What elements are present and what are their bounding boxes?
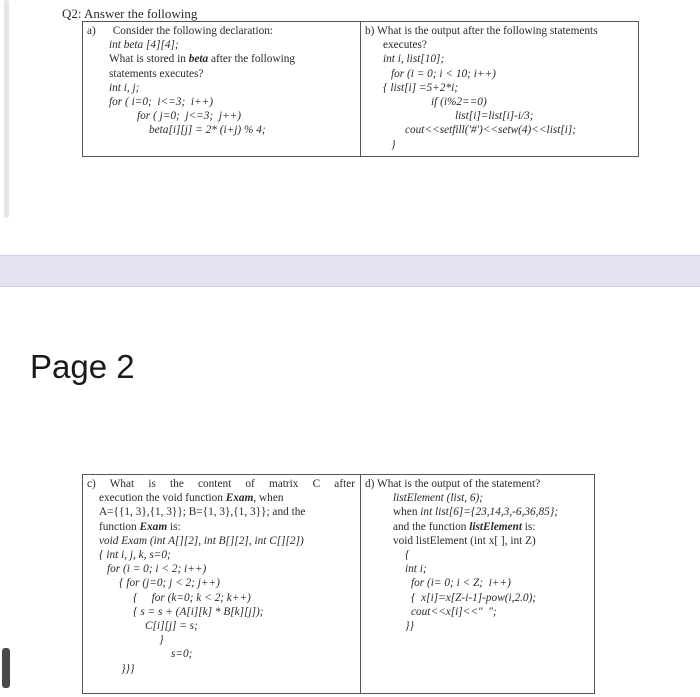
part-b-code-line: if (i%2==0) (431, 96, 487, 109)
part-b-label: b) (365, 25, 375, 37)
scroll-handle[interactable] (2, 648, 10, 688)
part-a-label: a) (87, 25, 96, 37)
part-c-heading-3: A={{1, 3},{1, 3}}; B={1, 3},{1, 3}}; and the (99, 506, 306, 519)
part-c-code-line: s=0; (171, 648, 193, 661)
part-a-code-line: for ( i=0; i<=3; i++) (109, 96, 214, 109)
part-a-code-line: int i, j; (109, 81, 140, 94)
part-c-code-line: } (159, 634, 164, 647)
part-c-heading: c) What is the content of matrix C after (87, 478, 355, 490)
part-b-code-line: { list[i] =5+2*i; (383, 81, 459, 94)
part-d-function-line: and the function listElement is: (393, 520, 536, 533)
questions-table-bottom (82, 474, 595, 694)
part-a-heading: Consider the following declaration: (112, 25, 274, 37)
part-c-cell (83, 475, 361, 694)
part-a-decl: int beta [4][4]; (109, 39, 179, 52)
part-c-code-line: }}} (121, 662, 135, 675)
part-a-question-2: statements executes? (109, 67, 204, 80)
part-d-heading: What is the output of the statement? (377, 478, 541, 490)
part-c-code-line: void Exam (int A[][2], int B[][2], int C[][2]) (99, 534, 304, 547)
part-d-code-line: cout<<x[i]<<" "; (411, 605, 497, 618)
part-d-when-line: when int list[6]={23,14,3,-6,36,85}; (393, 506, 559, 519)
part-b-cell (361, 22, 639, 157)
part-d-code-line: { (405, 549, 410, 562)
part-c-code-line: { for (k=0; k < 2; k++) (133, 591, 251, 604)
part-b-code-line: cout<<setfill('#')<<setw(4)<<list[i]; (405, 124, 577, 137)
part-c-code-line: { int i, j, k, s=0; (99, 549, 171, 562)
part-a-code-line: for ( j=0; j<=3; j++) (137, 110, 242, 123)
part-c-code-line: { for (j=0; j < 2; j++) (119, 577, 220, 590)
questions-table-top (82, 21, 639, 157)
part-d-code-line: int i; (405, 563, 427, 576)
page-label: Page 2 (30, 348, 135, 385)
part-d-code-line: for (i= 0; i < Z; i++) (411, 577, 511, 590)
question-title: Q2: Answer the following (62, 6, 198, 21)
part-d-label: d) (365, 478, 375, 490)
part-a-question: What is stored in beta after the following (109, 53, 296, 66)
page-divider (0, 255, 700, 287)
part-b-code-line: for (i = 0; i < 10; i++) (391, 67, 496, 80)
part-c-code-line: for (i = 0; i < 2; i++) (107, 563, 207, 576)
part-d-code-line: void listElement (int x[ ], int Z) (393, 534, 536, 547)
part-b-code-line: list[i]=list[i]-i/3; (455, 110, 534, 123)
part-a-code-line: beta[i][j] = 2* (i+j) % 4; (149, 124, 266, 137)
part-d-code-line: }} (405, 620, 415, 633)
scroll-indicator[interactable] (4, 0, 9, 218)
part-c-code-line: C[i][j] = s; (145, 620, 198, 633)
part-d-code-line: { x[i]=x[Z-i-1]-pow(i,2.0); (411, 591, 537, 604)
part-b-heading: What is the output after the following statements (377, 25, 598, 37)
part-c-heading-2: execution the void function Exam, when (99, 492, 284, 505)
part-d-cell (361, 475, 595, 694)
part-b-heading-2: executes? (383, 39, 427, 52)
part-c-code-line: { s = s + (A[i][k] * B[k][j]); (133, 605, 264, 618)
part-d-code-line: listElement (list, 6); (393, 492, 484, 505)
part-b-code-line: } (391, 138, 396, 151)
part-a-cell (83, 22, 361, 157)
part-b-code-line: int i, list[10]; (383, 53, 445, 66)
part-c-heading-4: function Exam is: (99, 520, 181, 533)
